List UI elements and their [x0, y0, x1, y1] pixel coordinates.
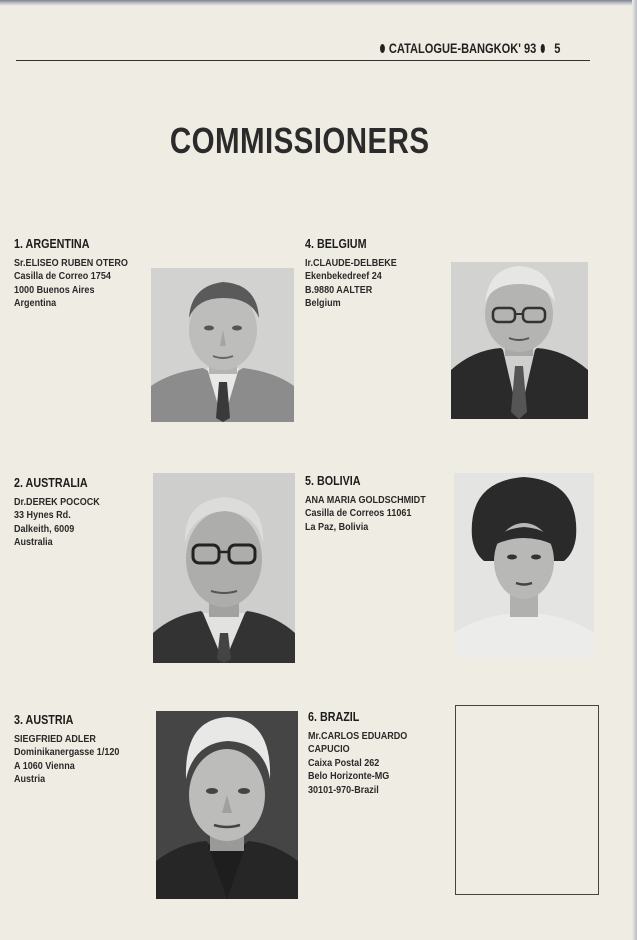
- catalogue-name: CATALOGUE-BANGKOK' 93: [388, 40, 537, 56]
- address-line: Belgium: [305, 297, 341, 309]
- running-header: [380, 38, 560, 58]
- address-line: A 1060 Vienna: [14, 759, 75, 772]
- portrait-photo-austria: [156, 711, 298, 899]
- country-heading: 1. ARGENTINA: [14, 237, 90, 251]
- portrait-photo-australia: [153, 473, 295, 663]
- address-line: Belo Horizonte-MG: [308, 770, 390, 782]
- header-rule: [16, 60, 590, 61]
- commissioner-austria: [14, 714, 119, 787]
- name-line: Dr.DEREK POCOCK: [14, 495, 100, 508]
- name-line: Sr.ELISEO RUBEN OTERO: [14, 256, 128, 269]
- country-heading: 6. BRAZIL: [308, 710, 360, 724]
- country-heading: 2. AUSTRALIA: [14, 476, 88, 490]
- country-heading: 5. BOLIVIA: [305, 474, 361, 488]
- address-line: Dominikanergasse 1/120: [14, 746, 120, 758]
- page-title: COMMISSIONERS: [169, 120, 430, 161]
- address-line: Austria: [14, 773, 46, 785]
- address-line: Argentina: [14, 297, 57, 309]
- country-heading: 4. BELGIUM: [305, 237, 367, 251]
- page-edge: [0, 0, 637, 6]
- commissioner-bolivia: [305, 475, 426, 534]
- name-line: SIEGFRIED ADLER: [14, 732, 96, 745]
- name-line: Mr.CARLOS EDUARDO: [308, 729, 408, 742]
- name-line: CAPUCIO: [308, 743, 350, 755]
- country-heading: 3. AUSTRIA: [14, 713, 74, 727]
- address-line: Ekenbekedreef 24: [305, 270, 382, 282]
- address-line: Caixa Postal 262: [308, 756, 380, 769]
- commissioner-australia: [14, 477, 100, 550]
- address-line: 30101-970-Brazil: [308, 783, 379, 796]
- address-line: Casilla de Correos 11061: [305, 507, 412, 519]
- name-line: Ir.CLAUDE-DELBEKE: [305, 256, 397, 269]
- commissioner-argentina: [14, 238, 128, 311]
- commissioner-belgium: [305, 238, 397, 311]
- address-line: 1000 Buenos Aires: [14, 283, 95, 296]
- portrait-photo-argentina: [151, 268, 294, 422]
- page-number: 5: [554, 40, 561, 56]
- portrait-photo-belgium: [451, 262, 588, 419]
- address-line: Casilla de Correo 1754: [14, 270, 111, 282]
- address-line: B.9880 AALTER: [305, 283, 373, 296]
- name-line: ANA MARIA GOLDSCHMIDT: [305, 493, 426, 506]
- portrait-photo-bolivia: [454, 473, 594, 658]
- address-line: 33 Hynes Rd.: [14, 509, 71, 521]
- address-line: Australia: [14, 536, 53, 548]
- bullet-dot-icon: [380, 44, 385, 53]
- page-edge-right: [632, 0, 637, 940]
- photo-placeholder-brazil: [455, 705, 599, 895]
- address-line: La Paz, Bolivia: [305, 520, 369, 533]
- commissioner-brazil: [308, 711, 407, 797]
- address-line: Dalkeith, 6009: [14, 522, 75, 535]
- bullet-dot-icon: [540, 44, 545, 53]
